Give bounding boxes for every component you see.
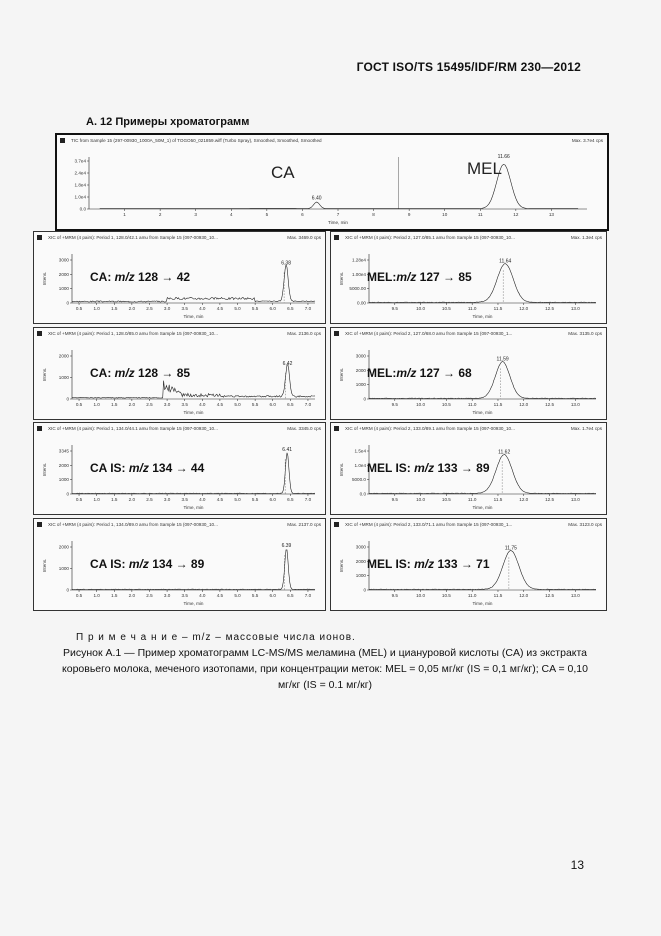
y-tick-label: 5000.00: [349, 286, 366, 292]
panel-title-transition: 127 → 85: [416, 270, 472, 284]
x-tick-label: 1.0: [93, 306, 100, 311]
y-tick-label: 3345: [58, 448, 69, 454]
peak-label: 11.62: [498, 449, 511, 456]
xic-plot: [34, 232, 325, 323]
panel-header-left: XIC of +MRM (4 pairs): Period 2, 127.0/85.1 amu from Sample 15 (097-00930_10...: [345, 235, 515, 240]
tic-x-tick-label: 3: [194, 212, 197, 217]
x-tick-label: 5.0: [234, 497, 241, 502]
y-axis-title: Intens.: [42, 271, 47, 286]
xic-trace: [72, 550, 315, 590]
x-tick-label: 3.0: [163, 402, 171, 407]
tic-x-tick-label: 13: [548, 212, 554, 217]
xic-plot: [34, 328, 325, 419]
y-tick-label: 0: [363, 396, 366, 402]
tic-x-tick-label: 11: [477, 212, 483, 217]
peak-label: 11.75: [504, 545, 517, 552]
y-tick-label: 2000: [58, 544, 69, 550]
xic-panel-ca-128-42: [33, 231, 326, 324]
y-axis-title: Intens.: [42, 558, 47, 573]
y-tick-label: 1000: [58, 286, 69, 292]
xic-trace: [72, 453, 315, 494]
x-tick-label: 6.0: [269, 497, 276, 502]
x-tick-label: 10.0: [416, 497, 426, 502]
x-axis-title: Time, min: [183, 505, 204, 510]
tic-x-tick-label: 6: [301, 212, 304, 217]
xic-panel-mel-is-133-71: [330, 518, 607, 611]
x-tick-label: 2.5: [146, 306, 153, 311]
x-tick-label: 7.0: [304, 497, 312, 502]
x-axis-title: Time, min: [472, 505, 493, 510]
panel-title-mz: m/z: [396, 270, 417, 284]
xic-panel-ca-128-85: [33, 327, 326, 420]
y-tick-label: 0: [66, 491, 69, 497]
panel-title-prefix: MEL:: [367, 270, 397, 284]
ca-label: CA: [271, 163, 295, 182]
panel-title-prefix: MEL IS:: [367, 461, 415, 475]
x-tick-label: 13.0: [570, 402, 580, 407]
panel-title-mz: m/z: [128, 461, 149, 475]
x-tick-label: 13.0: [570, 497, 580, 502]
x-tick-label: 11.0: [467, 497, 477, 502]
y-tick-label: 2000: [58, 462, 69, 468]
x-tick-label: 12.5: [545, 497, 555, 502]
panel-header-left: XIC of +MRM (4 pairs): Period 1, 134.0/44.1 amu from Sample 15 (097-00930_10...: [48, 426, 218, 431]
panel-header-left: XIC of +MRM (4 pairs): Period 1, 134.0/89.0 amu from Sample 15 (097-00930_10...: [48, 522, 218, 527]
x-tick-label: 6.0: [269, 593, 276, 598]
x-tick-label: 11.0: [467, 402, 477, 407]
x-tick-label: 11.0: [467, 593, 477, 598]
panel-title-transition: 128 → 42: [134, 270, 191, 284]
x-axis-title: Time, min: [183, 410, 204, 415]
x-tick-label: 5.5: [251, 593, 259, 598]
panel-header-left: XIC of +MRM (4 pairs): Period 2, 133.0/89.1 amu from Sample 15 (097-00930_10...: [345, 426, 515, 431]
panel-header-left: XIC of +MRM (4 pairs): Period 2, 133.0/71.1 amu from Sample 15 (097-00930_1...: [345, 522, 513, 527]
x-tick-label: 7.0: [304, 593, 312, 598]
x-tick-label: 6.5: [287, 593, 294, 598]
tic-plot: [57, 135, 607, 229]
x-tick-label: 3.0: [163, 306, 171, 311]
tic-chromatogram-panel: [55, 133, 609, 231]
x-tick-label: 3.5: [181, 306, 188, 311]
tic-x-tick-label: 12: [513, 212, 519, 217]
xic-trace: [72, 365, 315, 398]
x-tick-label: 12.5: [545, 306, 555, 311]
x-tick-label: 12.0: [519, 593, 529, 598]
y-tick-label: 3000: [58, 257, 69, 263]
x-tick-label: 12.5: [545, 402, 555, 407]
tic-x-tick-label: 10: [442, 212, 448, 217]
panel-title-transition: 127 → 68: [416, 366, 472, 380]
x-tick-label: 0.5: [75, 593, 83, 598]
tic-trace: [100, 164, 578, 208]
x-tick-label: 2.0: [128, 593, 136, 598]
x-tick-label: 1.5: [111, 593, 118, 598]
tic-x-tick-label: 7: [336, 212, 340, 217]
x-tick-label: 9.5: [391, 593, 398, 598]
tic-y-tick-label: 0.0: [79, 206, 86, 212]
tic-x-tick-label: 2: [158, 212, 162, 217]
y-axis-title: Intens.: [339, 462, 344, 477]
tic-x-tick-label: 5: [265, 212, 269, 217]
x-tick-label: 0.5: [75, 402, 83, 407]
xic-plot: [34, 423, 325, 514]
x-tick-label: 2.0: [128, 497, 136, 502]
panel-title-transition: 133 → 89: [434, 461, 490, 475]
x-tick-label: 12.5: [545, 593, 555, 598]
tic-y-tick-label: 1.8e4: [74, 182, 86, 188]
panel-title-mz: m/z: [114, 366, 135, 380]
y-tick-label: 1.28e4: [351, 257, 366, 263]
x-axis-title: Time, min: [183, 601, 204, 606]
peak-label: 11.64: [499, 258, 512, 265]
panel-title-mz: m/z: [128, 557, 149, 571]
panel-header-right: Max. 3.7e4 cps: [571, 138, 603, 143]
xic-panel-mel-127-85: [330, 231, 607, 324]
tic-x-tick-label: 8: [372, 212, 375, 217]
tic-y-tick-label: 1.0e4: [74, 194, 86, 200]
y-tick-label: 0.0: [359, 491, 366, 497]
x-tick-label: 0.5: [75, 306, 83, 311]
panel-title-prefix: CA:: [90, 366, 115, 380]
figure-caption: Рисунок А.1 — Пример хроматограмм LC-MS/MS меламина (MEL) и циануровой кислоты (CA) из экстракта коровьего молока, меченого изотопами, при концентрации меток: MEL = 0,05 мг/кг (IS = 0,1 мг/кг); CA = 0,10 мг/кг (IS = 0.1 мг/кг): [62, 647, 588, 691]
xic-plot: [34, 519, 325, 610]
x-tick-label: 4.0: [199, 306, 206, 311]
panel-header-right: Max. 3123.0 cps: [568, 522, 602, 527]
y-tick-label: 1000: [355, 382, 366, 388]
xic-plot: [331, 328, 606, 419]
panel-title-prefix: CA IS:: [90, 461, 129, 475]
x-tick-label: 12.0: [519, 306, 529, 311]
y-axis-title: Intens.: [339, 271, 344, 286]
x-tick-label: 4.5: [216, 593, 224, 598]
x-tick-label: 1.5: [111, 306, 118, 311]
x-tick-label: 3.0: [163, 593, 171, 598]
x-tick-label: 3.0: [163, 497, 171, 502]
x-tick-label: 3.5: [181, 593, 188, 598]
x-tick-label: 11.0: [467, 306, 477, 311]
x-tick-label: 7.0: [304, 402, 312, 407]
panel-header-right: Max. 3345.0 cps: [287, 426, 321, 431]
x-tick-label: 5.5: [251, 497, 259, 502]
panel-title-prefix: CA IS:: [90, 557, 129, 571]
x-axis-title: Time, min: [472, 410, 493, 415]
x-tick-label: 5.0: [234, 306, 241, 311]
panel-header-left: XIC of +MRM (4 pairs): Period 2, 127.0/68.0 amu from Sample 15 (097-00930_1...: [345, 331, 513, 336]
tic-x-tick-label: 9: [407, 212, 411, 217]
y-tick-label: 3000: [355, 353, 366, 359]
xic-panel-mel-127-68: [330, 327, 607, 420]
page-number: 13: [570, 858, 584, 872]
xic-trace: [369, 455, 596, 494]
panel-header-right: Max. 1.7e4 cps: [570, 426, 602, 431]
panel-header-right: Max. 3469.0 cps: [287, 235, 321, 240]
x-tick-label: 6.0: [269, 306, 276, 311]
x-tick-label: 5.5: [251, 306, 259, 311]
x-tick-label: 2.0: [128, 306, 136, 311]
peak-label: 6.38: [281, 260, 291, 267]
x-tick-label: 4.0: [199, 497, 206, 502]
x-tick-label: 10.0: [416, 402, 426, 407]
xic-plot: [331, 519, 606, 610]
mel-peak-label: 11.66: [497, 154, 510, 160]
panel-header-left: XIC of +MRM (4 pairs): Period 1, 128.0/85.0 amu from Sample 15 (097-00930_10...: [48, 331, 218, 336]
standard-header: ГОСТ ISO/TS 15495/IDF/RM 230—2012: [356, 60, 581, 74]
xic-trace: [369, 264, 596, 303]
x-tick-label: 13.0: [570, 306, 580, 311]
peak-label: 6.42: [282, 360, 293, 367]
x-tick-label: 10.5: [441, 593, 451, 598]
x-tick-label: 12.0: [519, 402, 529, 407]
tic-x-tick-label: 4: [230, 212, 233, 217]
x-tick-label: 0.5: [75, 497, 83, 502]
panel-title-transition: 133 → 71: [434, 557, 490, 571]
x-tick-label: 13.0: [570, 593, 580, 598]
panel-title-prefix: MEL IS:: [367, 557, 415, 571]
y-tick-label: 0.00: [357, 300, 366, 306]
x-tick-label: 10.0: [416, 593, 426, 598]
y-tick-label: 1000: [355, 573, 366, 579]
section-title: А. 12 Примеры хроматограмм: [86, 116, 250, 128]
y-axis-title: Intens.: [42, 462, 47, 477]
y-tick-label: 1000: [58, 477, 69, 483]
xic-panel-ca-is-134-44: [33, 422, 326, 515]
x-tick-label: 5.5: [251, 402, 259, 407]
y-tick-label: 2000: [355, 558, 366, 564]
xic-plot: [331, 423, 606, 514]
panel-header-left: TIC from Sample 15 (297-00930_1000A_50M_1) of TOGO50_021859.wiff (Turbo Spray), Smoothed, Smoothed, Smoothed: [71, 138, 322, 143]
y-tick-label: 5000.0: [351, 477, 366, 483]
x-axis-title: Time, min: [183, 314, 204, 319]
panel-header-right: Max. 3135.0 cps: [568, 331, 602, 336]
x-tick-label: 7.0: [304, 306, 312, 311]
x-tick-label: 1.0: [93, 497, 100, 502]
y-tick-label: 2000: [58, 353, 69, 359]
panel-header-left: XIC of +MRM (4 pairs): Period 1, 128.0/42.1 amu from Sample 15 (097-00930_10...: [48, 235, 218, 240]
panel-title-mz: m/z: [396, 366, 417, 380]
panel-title-mz: m/z: [114, 270, 135, 284]
x-tick-label: 12.0: [519, 497, 529, 502]
y-tick-label: 0: [363, 587, 366, 593]
xic-trace: [369, 551, 596, 590]
y-axis-title: Intens.: [339, 558, 344, 573]
x-tick-label: 9.5: [391, 402, 398, 407]
x-tick-label: 6.5: [287, 497, 294, 502]
x-tick-label: 1.5: [111, 497, 118, 502]
figure-note: П р и м е ч а н и е – m/z – массовые числа ионов.: [76, 632, 356, 643]
x-tick-label: 2.5: [146, 402, 153, 407]
xic-panel-mel-is-133-89: [330, 422, 607, 515]
x-tick-label: 11.5: [493, 306, 503, 311]
panel-title-mz: m/z: [414, 461, 435, 475]
y-tick-label: 0: [66, 396, 69, 402]
xic-plot: [331, 232, 606, 323]
x-tick-label: 5.0: [234, 593, 241, 598]
x-tick-label: 10.5: [441, 402, 451, 407]
xic-trace: [72, 265, 315, 302]
ca-peak-label: 6.40: [311, 195, 322, 202]
y-tick-label: 1000: [58, 375, 69, 380]
tic-x-tick-label: 1: [123, 212, 126, 217]
panel-title-prefix: CA:: [90, 270, 115, 284]
x-tick-label: 11.5: [493, 497, 503, 502]
x-axis-title: Time, min: [472, 314, 493, 319]
y-tick-label: 1.00e4: [351, 271, 366, 277]
x-tick-label: 10.5: [441, 306, 451, 311]
tic-y-tick-label: 3.7e4: [74, 158, 86, 164]
x-tick-label: 3.5: [181, 402, 188, 407]
y-tick-label: 1.0e4: [354, 462, 366, 468]
x-tick-label: 4.0: [199, 593, 206, 598]
x-tick-label: 2.5: [146, 497, 153, 502]
x-tick-label: 1.0: [93, 593, 100, 598]
x-tick-label: 6.5: [287, 402, 294, 407]
x-tick-label: 4.5: [216, 306, 224, 311]
x-tick-label: 1.5: [111, 402, 118, 407]
x-tick-label: 1.0: [93, 402, 100, 407]
x-tick-label: 6.0: [269, 402, 276, 407]
peak-label: 11.59: [496, 356, 509, 363]
x-tick-label: 11.5: [493, 402, 503, 407]
panel-title-transition: 128 → 85: [134, 366, 191, 380]
panel-title-transition: 134 → 44: [148, 461, 205, 475]
panel-header-right: Max. 1.3e4 cps: [570, 235, 602, 240]
panel-title-prefix: MEL:: [367, 366, 397, 380]
y-axis-title: Intens.: [42, 367, 47, 382]
xic-panel-ca-is-134-89: [33, 518, 326, 611]
x-axis-title: Time, min: [472, 601, 493, 606]
x-tick-label: 2.5: [146, 593, 153, 598]
peak-label: 6.41: [282, 447, 293, 454]
x-tick-label: 2.0: [128, 402, 136, 407]
tic-y-tick-label: 2.4e4: [74, 170, 86, 176]
mel-label: MEL: [467, 159, 502, 178]
x-tick-label: 9.5: [391, 306, 398, 311]
panel-header-right: Max. 2136.0 cps: [287, 331, 321, 336]
x-tick-label: 10.0: [416, 306, 426, 311]
y-axis-title: Intens.: [339, 367, 344, 382]
x-tick-label: 9.5: [391, 497, 398, 502]
x-tick-label: 10.5: [441, 497, 451, 502]
y-tick-label: 0: [66, 300, 69, 306]
y-tick-label: 3000: [355, 544, 366, 550]
x-tick-label: 11.5: [493, 593, 503, 598]
x-tick-label: 3.5: [181, 497, 188, 502]
panel-title-transition: 134 → 89: [148, 557, 205, 571]
y-tick-label: 2000: [355, 367, 366, 373]
x-tick-label: 4.5: [216, 497, 224, 502]
peak-label: 6.39: [281, 543, 292, 550]
x-tick-label: 4.0: [199, 402, 206, 407]
y-tick-label: 1.5e4: [354, 448, 366, 454]
tic-x-title: Time, min: [328, 220, 348, 225]
y-tick-label: 2000: [58, 271, 69, 277]
x-tick-label: 4.5: [216, 402, 224, 407]
y-tick-label: 1000: [58, 566, 69, 571]
y-tick-label: 0: [66, 587, 69, 593]
panel-title-mz: m/z: [414, 557, 435, 571]
xic-trace: [369, 362, 596, 399]
x-tick-label: 6.5: [287, 306, 294, 311]
panel-header-right: Max. 2137.0 cps: [287, 522, 321, 527]
x-tick-label: 5.0: [234, 402, 241, 407]
